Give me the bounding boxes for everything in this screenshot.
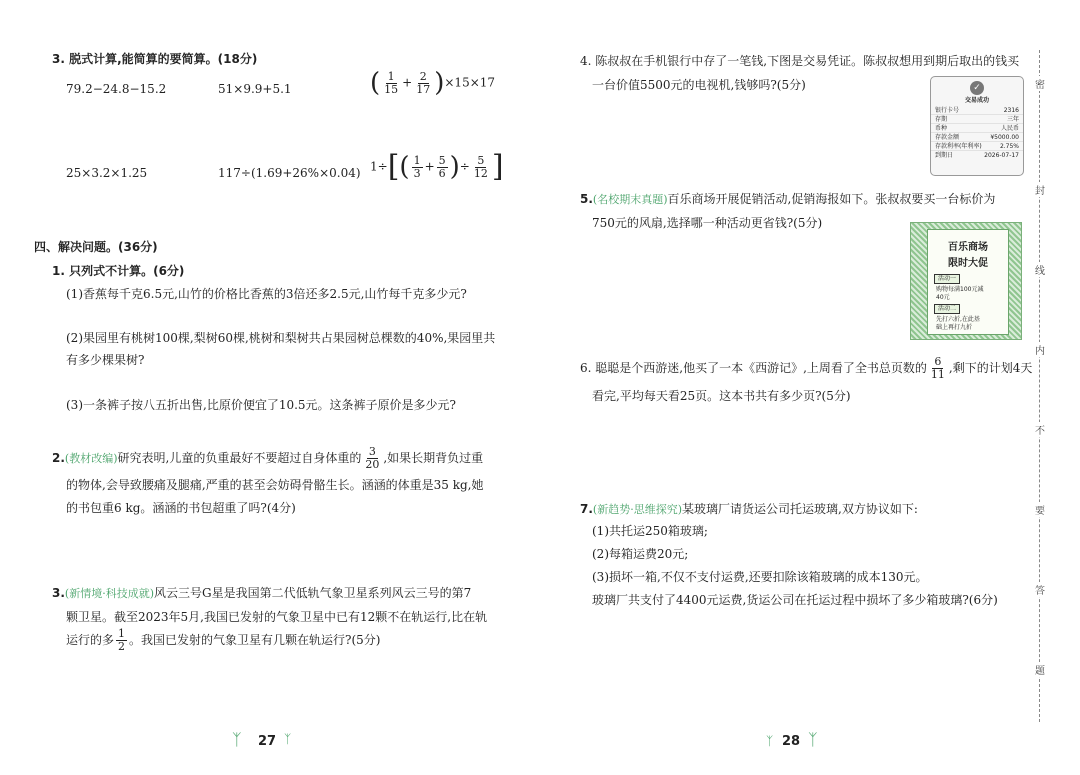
sprout-icon: ᛉ: [808, 730, 818, 749]
problem-4-line-2: 一台价值5500元的电视机,钱够吗?(5分): [592, 78, 806, 92]
problem-3-line-2: 颗卫星。截至2023年5月,我国已发射的气象卫星中已有12颗不在轨运行,比在轨: [66, 610, 488, 624]
seal-line: [1039, 50, 1040, 722]
problem-5-line-2: 750元的风扇,选择哪一种活动更省钱?(5分): [592, 216, 823, 230]
receipt-row: 到期日 2026-07-17: [935, 152, 1019, 159]
poster-title-1: 百乐商场: [948, 242, 988, 253]
problem-6-line-1: 6. 聪聪是个西游迷,他买了一本《西游记》,上周看了全书总页数的 $\frac{6}{11}$ ,剩下的计划4天: [580, 355, 1033, 381]
problem-2-line-1: 2.(教材改编)研究表明,儿童的负重最好不要超过自身体重的 $\frac{3}{20}$ ,如果长期背负过重: [52, 445, 484, 471]
problem-5-tag: (名校期末真题): [592, 193, 668, 206]
calc-expression-a: 79.2−24.8−15.2: [66, 82, 167, 96]
problem-7-tag: (新趋势·思维探究): [592, 503, 683, 516]
problem-2-tag: (教材改编): [64, 452, 118, 465]
seal-line-char: 不: [1034, 422, 1046, 437]
calc-expression-d: 25×3.2×1.25: [66, 166, 148, 180]
problem-1-part-1: (1)香蕉每千克6.5元,山竹的价格比香蕉的3倍还多2.5元,山竹每千克多少元?: [66, 287, 467, 301]
problem-6-line-2: 看完,平均每天看25页。这本书共有多少页?(5分): [592, 389, 851, 403]
calc-expression-f: 1÷[( $\frac{1}{3}$ + $\frac{5}{6}$ )÷ $\frac{5}{12}$ ]: [370, 149, 504, 184]
problem-7-item-1: (1)共托运250箱玻璃;: [592, 524, 708, 538]
calc-question-header: 3. 脱式计算,能简算的要简算。(18分): [52, 52, 258, 66]
receipt-row: 币种 人民币: [931, 124, 1023, 133]
promotion-poster: [910, 222, 1022, 340]
receipt-row: 存款利率(年利率) 2.75%: [931, 142, 1023, 151]
problem-7-line-1: 7.(新趋势·思维探究)某玻璃厂请货运公司托运玻璃,双方协议如下:: [580, 502, 918, 516]
problem-1-part-2-line-1: (2)果园里有桃树100棵,梨树60棵,桃树和梨树共占果园树总棵数的40%,果园里共: [66, 331, 496, 345]
page-number-right: 28: [782, 734, 801, 749]
seal-line-char: 封: [1034, 182, 1046, 197]
problem-1-part-2-line-2: 有多少棵果树?: [66, 353, 145, 367]
problem-2-line-2: 的物体,会导致腰痛及腿痛,严重的甚至会妨碍骨骼生长。涵涵的体重是35 kg,她: [66, 478, 484, 492]
seal-line-char: 内: [1034, 342, 1046, 357]
seal-line-char: 要: [1034, 502, 1046, 517]
sprout-icon: ᛉ: [766, 734, 774, 748]
problem-1-part-3: (3)一条裤子按八五折出售,比原价便宜了10.5元。这条裤子原价是多少元?: [66, 398, 456, 412]
problem-7-item-3: (3)损坏一箱,不仅不支付运费,还要扣除该箱玻璃的成本130元。: [592, 570, 928, 584]
seal-line-char: 答: [1034, 582, 1046, 597]
receipt-title: 交易成功: [964, 97, 989, 104]
problem-3-line-1: 3.(新情境·科技成就)风云三号G星是我国第二代低轨气象卫星系列风云三号的第7: [52, 586, 472, 600]
poster-activity-2-label: 活动二: [934, 304, 960, 314]
poster-activity-1-label: 活动一: [934, 274, 960, 284]
sprout-icon: ᛉ: [284, 732, 292, 746]
section-title: 四、解决问题。(36分): [34, 240, 158, 254]
problem-2-line-3: 的书包重6 kg。涵涵的书包超重了吗?(4分): [66, 501, 296, 515]
page-number-left: 27: [258, 734, 277, 749]
receipt-row: 存款金额 ¥5000.00: [931, 133, 1023, 142]
problem-1-header: 1. 只列式不计算。(6分): [52, 264, 185, 278]
calc-expression-e: 117÷(1.69+26%×0.04): [218, 166, 361, 180]
calc-expression-c: ( $\frac{1}{15}$ + $\frac{2}{17}$ )×15×17: [370, 68, 496, 98]
seal-line-char: 题: [1034, 662, 1046, 677]
seal-line-char: 密: [1034, 76, 1046, 91]
receipt-row: 存期 三年: [931, 115, 1023, 124]
calc-expression-b: 51×9.9+5.1: [218, 82, 292, 96]
sprout-icon: ᛉ: [232, 730, 242, 749]
problem-3-tag: (新情境·科技成就): [64, 587, 155, 600]
poster-activity-2-text: 先打六折,在此基 础上再打九折: [936, 316, 980, 331]
seal-line-char: 线: [1034, 262, 1046, 277]
poster-activity-1-text: 购物每满100元减 40元: [936, 286, 984, 301]
problem-4-line-1: 4. 陈叔叔在手机银行中存了一笔钱,下图是交易凭证。陈叔叔想用到期后取出的钱买: [580, 54, 1020, 68]
receipt-row: 银行卡号 2316: [931, 106, 1023, 115]
problem-7-question: 玻璃厂共支付了4400元运费,货运公司在托运过程中损坏了多少箱玻璃?(6分): [592, 593, 998, 607]
poster-title-2: 限时大促: [948, 258, 988, 269]
transaction-receipt: [930, 76, 1024, 176]
problem-5-line-1: 5.(名校期末真题)百乐商场开展促销活动,促销海报如下。张叔叔要买一台标价为: [580, 192, 996, 206]
problem-7-item-2: (2)每箱运费20元;: [592, 547, 689, 561]
success-check-icon: ✓: [970, 81, 984, 95]
problem-3-line-3: 运行的多 $\frac{1}{2}$ 。我国已发射的气象卫星有几颗在轨运行?(5分): [66, 627, 381, 653]
